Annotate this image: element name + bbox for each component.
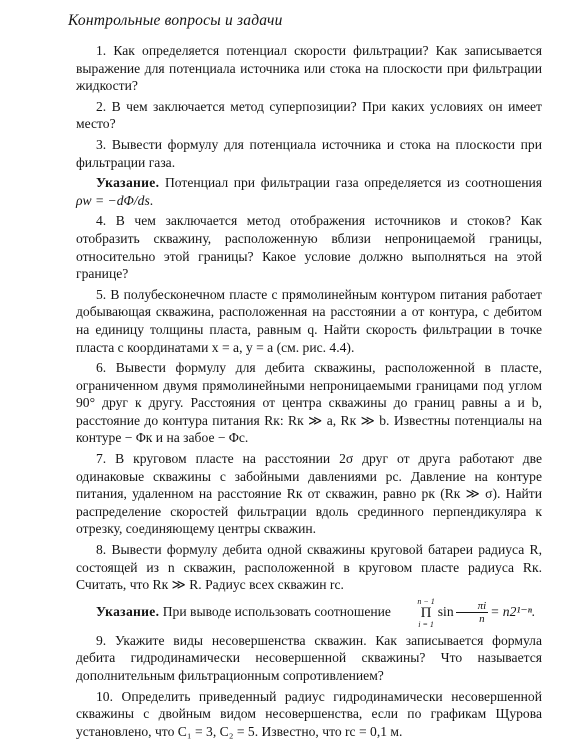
product-operator	[397, 597, 434, 629]
question-3: 3. Вывести формулу для потенциала источника и стока на плоскости при фильтрации газа.	[76, 136, 542, 170]
question-6: 6. Вывести формулу для дебита скважины, расположенной в пласте, ограниченном двумя прямолинейными непроницаемыми границами под углом 90° друг к другу. Расстояния от центра скважины до границ равны a и b, расстояние до контура питания Rк: Rк ≫ a, Rк ≫ b. Известны потенциалы на контуре − Φк и на забое − Φс.	[76, 360, 542, 446]
hint-3	[76, 174, 542, 209]
hint-result: = n2¹⁻ⁿ.	[490, 603, 536, 619]
section-heading: Контрольные вопросы и задачи	[68, 12, 283, 29]
hint-8	[76, 597, 542, 629]
hint-formula: ρw = −dΦ/ds	[76, 192, 150, 208]
fraction-numerator: πi	[456, 600, 489, 613]
question-1: 1. Как определяется потенциал скорости фильтрации? Как записывается выражение для потенциала источника или стока на плоскости при фильтрации жидкости?	[76, 43, 542, 94]
question-10: 10. Определить приведенный радиус гидродинамически несовершенной скважины с двойным видом несовершенства, если по графикам Щурова установлено, что C₁ = 3, C₂ = 5. Известно, что rс = 0,1 м.	[76, 688, 542, 739]
fraction	[456, 600, 489, 625]
hint-text-end: .	[149, 192, 154, 208]
hint-label: Указание.	[96, 603, 160, 619]
hint-label: Указание.	[96, 175, 160, 191]
question-4: 4. В чем заключается метод отображения источников и стоков? Как отобразить скважину, расположенную вблизи непроницаемой границы, относительно этой границы? Какое условие должно выполняться на этой границе?	[76, 213, 542, 282]
fraction-denominator: n	[479, 613, 485, 626]
question-5: 5. В полубесконечном пласте с прямолинейным контуром питания работает добывающая скважина, расположенная на расстоянии a от контура, с дебитом на единицу толщины пласта, равным q. Найти скорость фильтрации в точке пласта с координатами x = a, y = a (см. рис. 4.4).	[76, 286, 542, 355]
product-symbol: Π	[420, 604, 432, 621]
hint-text: При выводе использовать соотношение	[159, 603, 395, 619]
hint-text: Потенциал при фильтрации газа определяется из соотношения	[159, 175, 542, 191]
product-lower-limit: i = 1	[418, 619, 434, 629]
product-upper-limit: n − 1	[417, 596, 435, 606]
question-8: 8. Вывести формулу дебита одной скважины круговой батареи радиуса R, состоящей из n скважин, расположенной в круговом пласте радиуса Rк. Считать, что Rк ≫ R. Радиус всех скважин rс.	[76, 542, 542, 593]
question-2: 2. В чем заключается метод суперпозиции? При каких условиях он имеет место?	[76, 98, 542, 132]
question-7: 7. В круговом пласте на расстоянии 2σ друг от друга работают две одинаковые скважины с забойными давлениями pс. Давление на контуре питания, удаленном на расстояние Rк от скважин, равно pк (Rк ≫ σ). Найти распределение скоростей фильтрации вдоль срединного перпендикуляра к отрезку, соединяющему центры скважин.	[76, 451, 542, 537]
question-9: 9. Укажите виды несовершенства скважин. Как записывается формула дебита гидродинамически несовершенной скважины? Что называется дополнительным фильтрационным сопротивлением?	[76, 632, 542, 683]
sin-word: sin	[437, 603, 454, 619]
